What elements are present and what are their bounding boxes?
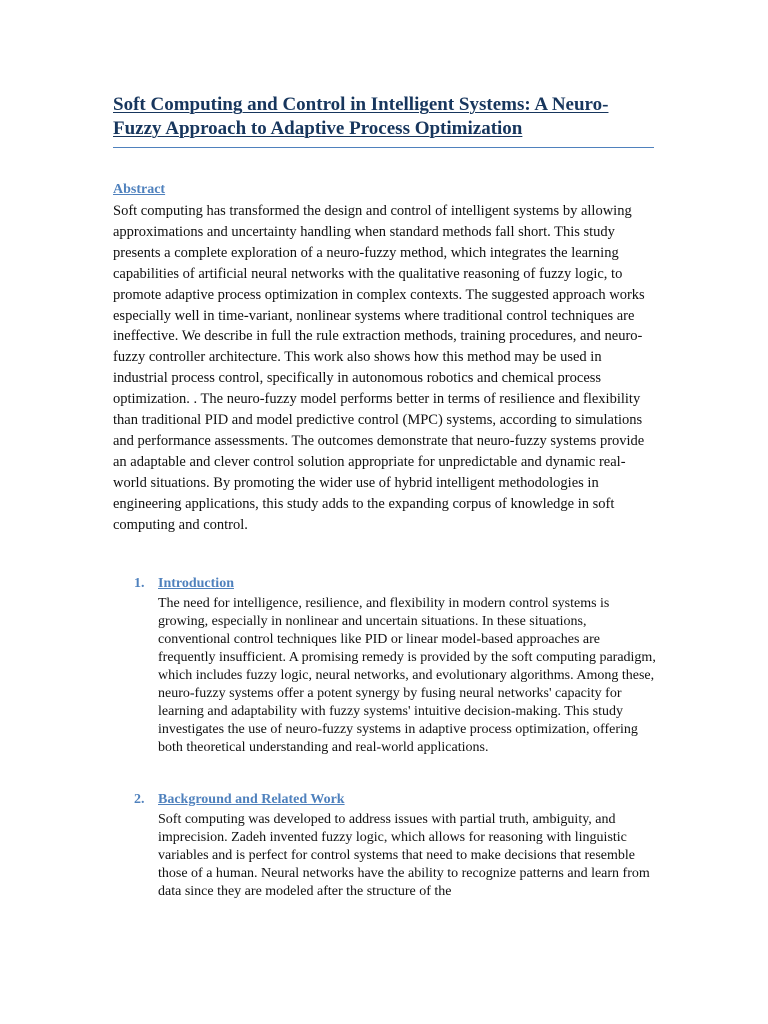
section-number: 2. xyxy=(134,791,145,807)
section-introduction xyxy=(134,574,658,757)
abstract-heading: Abstract xyxy=(113,182,166,197)
paper-title: Soft Computing and Control in Intelligent Systems: A Neuro-Fuzzy Approach to Adaptive Process Optimization xyxy=(113,94,609,139)
section-body-introduction: The need for intelligence, resilience, and flexibility in modern control systems is growing, especially in nonlinear and uncertain situations. In these situations, conventional control techniques like PID or linear model-based approaches are frequently insufficient. A promising remedy is provided by the soft computing paradigm, which includes fuzzy logic, neural networks, and evolutionary algorithms. Among these, neuro-fuzzy systems offer a potent synergy by fusing neural networks' capacity for learning and adaptability with fuzzy systems' intuitive decision-making. This study investigates the use of neuro-fuzzy systems in adaptive process optimization, offering both theoretical understanding and real-world applications. xyxy=(158,595,656,755)
section-background xyxy=(134,790,658,901)
section-heading-background: Background and Related Work xyxy=(158,791,345,807)
title-divider xyxy=(113,147,654,148)
abstract-body: Soft computing has transformed the design and control of intelligent systems by allowing approximations and uncertainty handling when standard methods fall short. This study presents a complete exploration of a neuro-fuzzy method, which integrates the learning capabilities of artificial neural networks with the qualitative reasoning of fuzzy logic, to promote adaptive process optimization in complex contexts. The suggested approach works especially well in time-variant, nonlinear systems where traditional control techniques are ineffective. We describe in full the rule extraction methods, training procedures, and neuro-fuzzy controller architecture. This work also shows how this method may be used in industrial process control, specifically in autonomous robotics and chemical process optimization. . The neuro-fuzzy model performs better in terms of resilience and flexibility than traditional PID and model predictive control (MPC) systems, according to simulations and performance assessments. The outcomes demonstrate that neuro-fuzzy systems provide an adaptable and clever control solution appropriate for unpredictable and dynamic real-world situations. By promoting the wider use of hybrid intelligent methodologies in engineering applications, this study adds to the expanding corpus of knowledge in soft computing and control. xyxy=(113,203,645,533)
section-heading-introduction: Introduction xyxy=(158,575,234,591)
section-number: 1. xyxy=(134,575,145,591)
document-page xyxy=(113,0,654,901)
section-body-background: Soft computing was developed to address issues with partial truth, ambiguity, and imprecision. Zadeh invented fuzzy logic, which allows for reasoning with linguistic variables and is perfect for control systems that need to make decisions that resemble those of a human. Neural networks have the ability to recognize patterns and learn from data since they are modeled after the structure of the xyxy=(158,811,650,899)
